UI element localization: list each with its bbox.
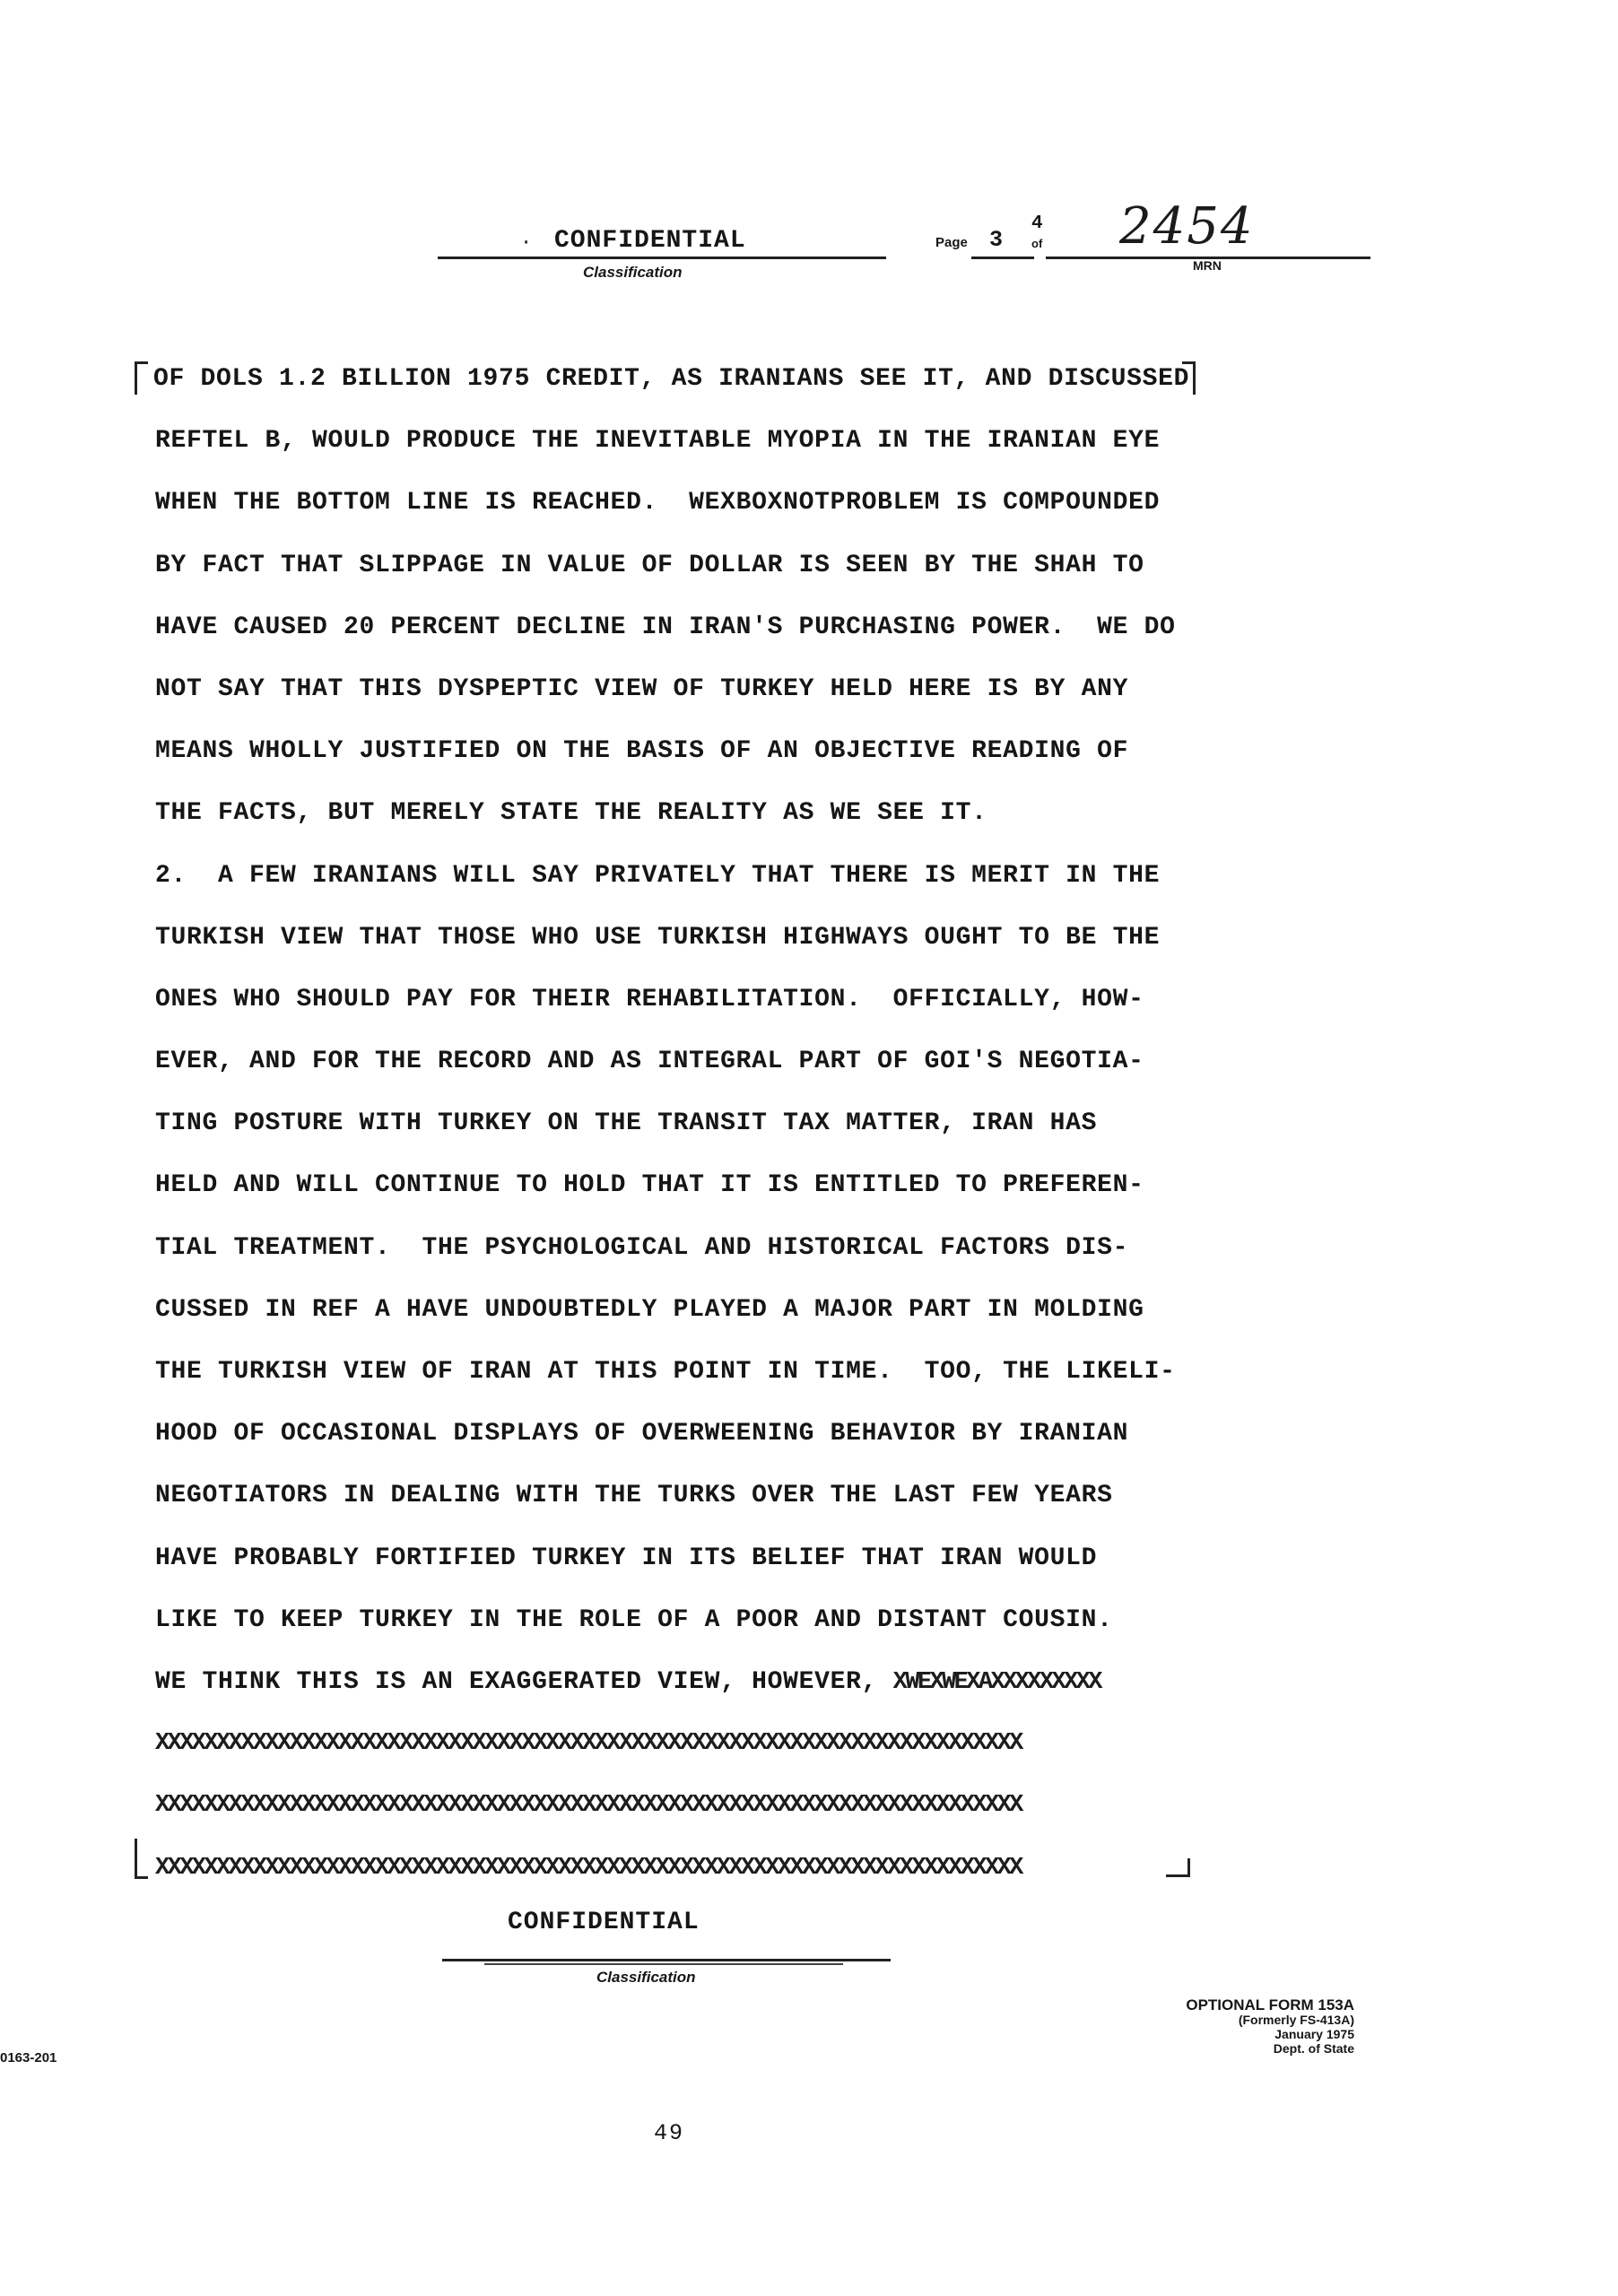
redacted-line: XXXXXXXXXXXXXXXXXXXXXXXXXXXXXXXXXXXXXXXXXXXXXXXXXXXXXXXXXXXXXXXXXXXXXXX (155, 1730, 1022, 1758)
footer-rule (442, 1959, 891, 1961)
body-line-partial-redaction (155, 1651, 1411, 1713)
body-line: MEANS WHOLLY JUSTIFIED ON THE BASIS OF AN OBJECTIVE READING OF (155, 737, 1129, 766)
form-formerly: (Formerly FS-413A) (1238, 2013, 1354, 2027)
footer-classification-caption: Classification (596, 1969, 696, 1986)
body-line-lead: WE THINK THIS IS AN EXAGGERATED VIEW, HOWEVER, (155, 1667, 893, 1696)
redacted-text: XWEXWEXAXXXXXXXXX (892, 1668, 1100, 1696)
header-mrn-label: MRN (1193, 258, 1222, 273)
body-line: NEGOTIATORS IN DEALING WITH THE TURKS OVER THE LAST FEW YEARS (155, 1482, 1113, 1510)
header-page-label: Page (935, 235, 968, 250)
bracket-top-left (135, 361, 148, 395)
body-line: HAVE CAUSED 20 PERCENT DECLINE IN IRAN'S PURCHASING POWER. WE DO (155, 613, 1176, 641)
header-classification: CONFIDENTIAL (554, 227, 746, 255)
header-page-total: 4 (1031, 213, 1043, 234)
body-line: OF DOLS 1.2 BILLION 1975 CREDIT, AS IRANIANS SEE IT, AND DISCUSSED (153, 365, 1190, 393)
header-page-number: 3 (989, 227, 1004, 253)
body-line: LIKE TO KEEP TURKEY IN THE ROLE OF A POOR AND DISTANT COUSIN. (155, 1605, 1113, 1634)
body-line: 2. A FEW IRANIANS WILL SAY PRIVATELY THAT THERE IS MERIT IN THE (155, 861, 1161, 890)
form-date: January 1975 (1274, 2027, 1354, 2041)
body-line: HOOD OF OCCASIONAL DISPLAYS OF OVERWEENING BEHAVIOR BY IRANIAN (155, 1420, 1129, 1448)
body-line: REFTEL B, WOULD PRODUCE THE INEVITABLE MYOPIA IN THE IRANIAN EYE (155, 427, 1161, 456)
body-line: HELD AND WILL CONTINUE TO HOLD THAT IT IS ENTITLED TO PREFEREN- (155, 1171, 1144, 1200)
header-rule-left (438, 257, 886, 259)
left-margin-code: 0163-201 (0, 2050, 57, 2066)
header-dot: · (520, 231, 533, 254)
body-line: TURKISH VIEW THAT THOSE WHO USE TURKISH HIGHWAYS OUGHT TO BE THE (155, 923, 1161, 952)
body-line: ONES WHO SHOULD PAY FOR THEIR REHABILITATION. OFFICIALLY, HOW- (155, 985, 1144, 1013)
page-number: 49 (654, 2120, 685, 2146)
footer-classification: CONFIDENTIAL (508, 1909, 700, 1936)
header-mrn-handwritten: 2454 (1119, 197, 1255, 256)
form-dept: Dept. of State (1273, 2041, 1354, 2056)
telegram-body (155, 348, 1411, 1900)
body-line: TIAL TREATMENT. THE PSYCHOLOGICAL AND HISTORICAL FACTORS DIS- (155, 1233, 1129, 1262)
bracket-bottom-left (135, 1839, 148, 1879)
redacted-line: XXXXXXXXXXXXXXXXXXXXXXXXXXXXXXXXXXXXXXXXXXXXXXXXXXXXXXXXXXXXXXXXXXXXXXX (155, 1792, 1022, 1820)
footer-rule-inner (484, 1963, 843, 1965)
redacted-line: XXXXXXXXXXXXXXXXXXXXXXXXXXXXXXXXXXXXXXXXXXXXXXXXXXXXXXXXXXXXXXXXXXXXXXX (155, 1854, 1022, 1882)
body-line: HAVE PROBABLY FORTIFIED TURKEY IN ITS BELIEF THAT IRAN WOULD (155, 1544, 1098, 1572)
form-name: OPTIONAL FORM 153A (1186, 1996, 1354, 2013)
body-line: NOT SAY THAT THIS DYSPEPTIC VIEW OF TURKEY HELD HERE IS BY ANY (155, 674, 1129, 703)
header-of-label: of (1031, 237, 1043, 250)
body-line: THE TURKISH VIEW OF IRAN AT THIS POINT IN TIME. TOO, THE LIKELI- (155, 1358, 1176, 1386)
form-identifier (1186, 1998, 1354, 2056)
document-header (429, 197, 1370, 294)
body-line: CUSSED IN REF A HAVE UNDOUBTEDLY PLAYED A MAJOR PART IN MOLDING (155, 1295, 1144, 1324)
body-line: BY FACT THAT SLIPPAGE IN VALUE OF DOLLAR IS SEEN BY THE SHAH TO (155, 551, 1144, 579)
body-line: WHEN THE BOTTOM LINE IS REACHED. WEXBOXNOTPROBLEM IS COMPOUNDED (155, 489, 1161, 517)
body-line: TING POSTURE WITH TURKEY ON THE TRANSIT TAX MATTER, IRAN HAS (155, 1109, 1098, 1138)
body-line: THE FACTS, BUT MERELY STATE THE REALITY AS WE SEE IT. (155, 799, 987, 828)
header-classification-caption: Classification (583, 264, 683, 281)
header-rule-page (971, 257, 1034, 259)
body-line: EVER, AND FOR THE RECORD AND AS INTEGRAL PART OF GOI'S NEGOTIA- (155, 1048, 1144, 1076)
